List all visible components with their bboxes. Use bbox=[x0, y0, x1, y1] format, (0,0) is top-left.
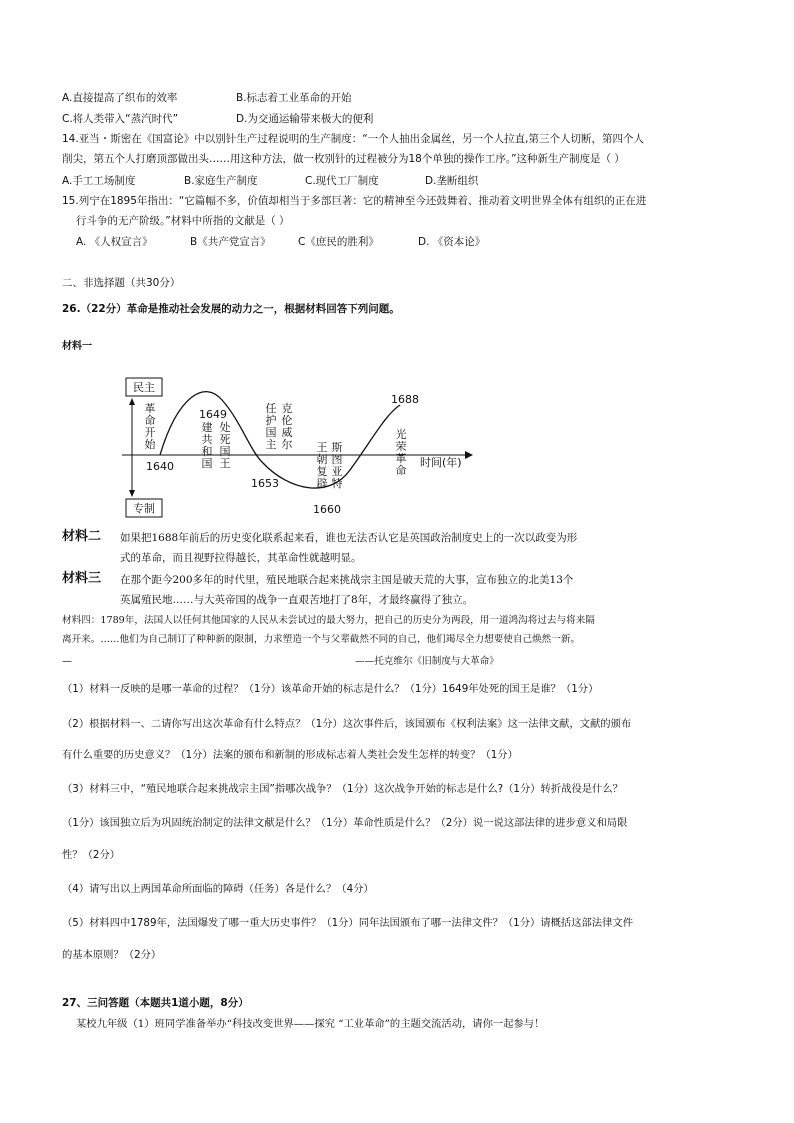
label-republic-3: 和 bbox=[201, 445, 213, 458]
material4-dash: — bbox=[62, 656, 72, 667]
label-stuart-4: 特 bbox=[331, 477, 343, 490]
q15-option-d: D. 《资本论》 bbox=[418, 236, 486, 248]
label-glorious-revolution-1: 光 bbox=[395, 428, 407, 441]
q26-sub2-line2: 有什么重要的历史意义？（1分）法案的颁布和新制的形成标志着人类社会发生怎样的转变？（1分） bbox=[62, 749, 518, 761]
label-revolution-start-1: 革 bbox=[144, 402, 156, 415]
q26-sub3-line3: 性？（2分） bbox=[62, 849, 121, 861]
label-cromwell-3: 威 bbox=[281, 426, 293, 439]
q14-stem-line1: 14.亚当・斯密在《国富论》中以别针生产过程说明的生产制度：“一个人抽出金属丝，另一个人拉直,第三个人切断，第四个人 bbox=[62, 133, 644, 145]
year-1653: 1653 bbox=[251, 477, 279, 490]
q15-stem-line1: 15.列宁在1895年指出：“它篇幅不多，价值却相当于多部巨著：它的精神至今还鼓舞着、推动着文明世界全体有组织的正在进 bbox=[62, 195, 647, 207]
material4-source: ——托克维尔《旧制度与大革命》 bbox=[355, 656, 499, 667]
label-cromwell-4: 尔 bbox=[281, 438, 293, 451]
q26-sub3-line1: （3）材料三中，“殖民地联合起来挑战宗主国”指哪次战争？（1分）这次战争开始的标志是什么?（1分）转折战役是什么？ bbox=[62, 783, 623, 795]
year-1688: 1688 bbox=[391, 393, 419, 406]
q14-option-c: C.现代工厂制度 bbox=[305, 175, 379, 187]
q26-sub2-line1: （2）根据材料一、二请你写出这次革命有什么特点？（1分）这次事件后，该国颁布《权利法案》这一法律文献，文献的颁布 bbox=[62, 718, 632, 730]
label-cromwell-1: 克 bbox=[281, 402, 293, 415]
material4-line1: 材料四：1789年，法国人以任何其他国家的人民从未尝试过的最大努力，把自己的历史分为两段，用一道鸿沟将过去与将来隔 bbox=[62, 615, 595, 626]
q13-option-c: C.将人类带入“蒸汽时代” bbox=[62, 113, 179, 125]
material4-line2: 离开来。……他们为自己制订了种种新的限制，力求塑造一个与父辈截然不同的自己，他们竭尽全力想要使自己焕然一新。 bbox=[62, 634, 581, 645]
q14-stem-line2: 削尖，第五个人打磨顶部做出头……用这种方法，做一枚别针的过程被分为18个单独的操作工序。”这种新生产制度是（ ） bbox=[62, 153, 625, 165]
label-revolution-start-2: 命 bbox=[144, 414, 156, 427]
q13-option-b: B.标志着工业革命的开始 bbox=[236, 92, 352, 104]
label-execute-king-4: 王 bbox=[219, 457, 231, 470]
q26-sub1: （1）材料一反映的是哪一革命的过程？（1分）该革命开始的标志是什么？（1分）1649年处死的国王是谁？（1分） bbox=[62, 683, 599, 695]
label-execute-king-3: 国 bbox=[219, 445, 231, 458]
material2-line1: 如果把1688年前后的历史变化联系起来看，谁也无法否认它是英国政治制度史上的一次以政变为形 bbox=[120, 532, 578, 544]
q15-option-b: B《共产党宣言》 bbox=[190, 236, 271, 248]
arrow-up-icon bbox=[129, 398, 135, 405]
label-execute-king-1: 处 bbox=[219, 421, 231, 434]
label-restoration-3: 复 bbox=[316, 465, 328, 478]
label-protector-4: 主 bbox=[265, 438, 277, 451]
label-restoration-4: 辟 bbox=[316, 477, 328, 490]
autocracy-box-label: 专制 bbox=[133, 502, 155, 515]
label-republic-2: 共 bbox=[201, 433, 213, 446]
year-1649: 1649 bbox=[199, 408, 227, 421]
label-protector-2: 护 bbox=[265, 414, 277, 427]
year-1640: 1640 bbox=[146, 460, 174, 473]
year-1660: 1660 bbox=[313, 503, 341, 516]
label-restoration-2: 朝 bbox=[316, 453, 328, 466]
material3-label: 材料三 bbox=[62, 571, 102, 586]
label-republic-4: 国 bbox=[201, 457, 213, 470]
section-title: 二、非选择题（共30分） bbox=[62, 277, 181, 289]
q14-option-d: D.垄断组织 bbox=[425, 175, 479, 187]
q15-option-c: C《庶民的胜利》 bbox=[298, 236, 379, 248]
label-restoration-1: 王 bbox=[316, 441, 328, 454]
q26-sub3-line2: （1分）该国独立后为巩固统治制定的法律文献是什么？（1分）革命性质是什么？（2分）说一说这部法律的进步意义和局限 bbox=[62, 817, 628, 829]
label-glorious-revolution-3: 革 bbox=[395, 452, 407, 465]
q13-option-d: D.为交通运输带来极大的便利 bbox=[236, 113, 374, 125]
label-glorious-revolution-2: 荣 bbox=[395, 440, 407, 453]
q27-intro: 某校九年级（1）班同学准备举办“科技改变世界——探究 “工业革命”的主题交流活动，请你一起参与！ bbox=[76, 1018, 545, 1030]
label-stuart-3: 亚 bbox=[331, 465, 343, 478]
label-cromwell-2: 伦 bbox=[281, 414, 293, 427]
material2-label: 材料二 bbox=[62, 529, 102, 544]
axis-arrow-icon bbox=[465, 451, 473, 459]
q26-header: 26.（22分）革命是推动社会发展的动力之一，根据材料回答下列问题。 bbox=[62, 303, 400, 315]
label-protector-1: 任 bbox=[265, 402, 277, 415]
label-protector-3: 国 bbox=[265, 426, 277, 439]
label-revolution-start-4: 始 bbox=[144, 438, 156, 451]
arrow-down-icon bbox=[129, 490, 135, 497]
q26-sub5-line1: （5）材料四中1789年，法国爆发了哪一重大历史事件？（1分）同年法国颁布了哪一法律文件？（1分）请概括这部法律文件 bbox=[62, 917, 633, 929]
label-stuart-2: 图 bbox=[331, 453, 343, 466]
label-republic-1: 建 bbox=[201, 421, 213, 434]
label-glorious-revolution-4: 命 bbox=[395, 464, 407, 477]
q14-option-b: B.家庭生产制度 bbox=[184, 175, 258, 187]
q15-stem-line2: 行斗争的无产阶级。”材料中所指的文献是（ ） bbox=[76, 215, 290, 227]
material1-label: 材料一 bbox=[62, 341, 92, 352]
axis-label: 时间(年) bbox=[420, 456, 462, 469]
material2-line2: 式的革命，而且视野拉得越长，其革命性就越明显。 bbox=[120, 552, 362, 564]
label-revolution-start-3: 开 bbox=[144, 426, 156, 439]
material3-line1: 在那个距今200多年的时代里，殖民地联合起来挑战宗主国是破天荒的大事，宣布独立的北美13个 bbox=[120, 574, 574, 586]
material3-line2: 英属殖民地……与大英帝国的战争一直艰苦地打了8年，才最终赢得了独立。 bbox=[120, 594, 474, 606]
label-execute-king-2: 死 bbox=[219, 433, 231, 446]
q14-option-a: A.手工工场制度 bbox=[62, 175, 136, 187]
democracy-box-label: 民主 bbox=[133, 381, 155, 394]
q15-option-a: A. 《人权宣言》 bbox=[76, 236, 153, 248]
q26-sub4: （4）请写出以上两国革命所面临的障碍（任务）各是什么？（4分） bbox=[62, 883, 374, 895]
q27-header: 27、三问答题（本题共1道小题，8分） bbox=[62, 997, 249, 1009]
q26-sub5-line2: 的基本原则？（2分） bbox=[62, 949, 162, 961]
history-curve bbox=[160, 392, 400, 488]
q13-option-a: A.直接提高了织布的效率 bbox=[62, 92, 178, 104]
label-stuart-1: 斯 bbox=[331, 441, 343, 454]
